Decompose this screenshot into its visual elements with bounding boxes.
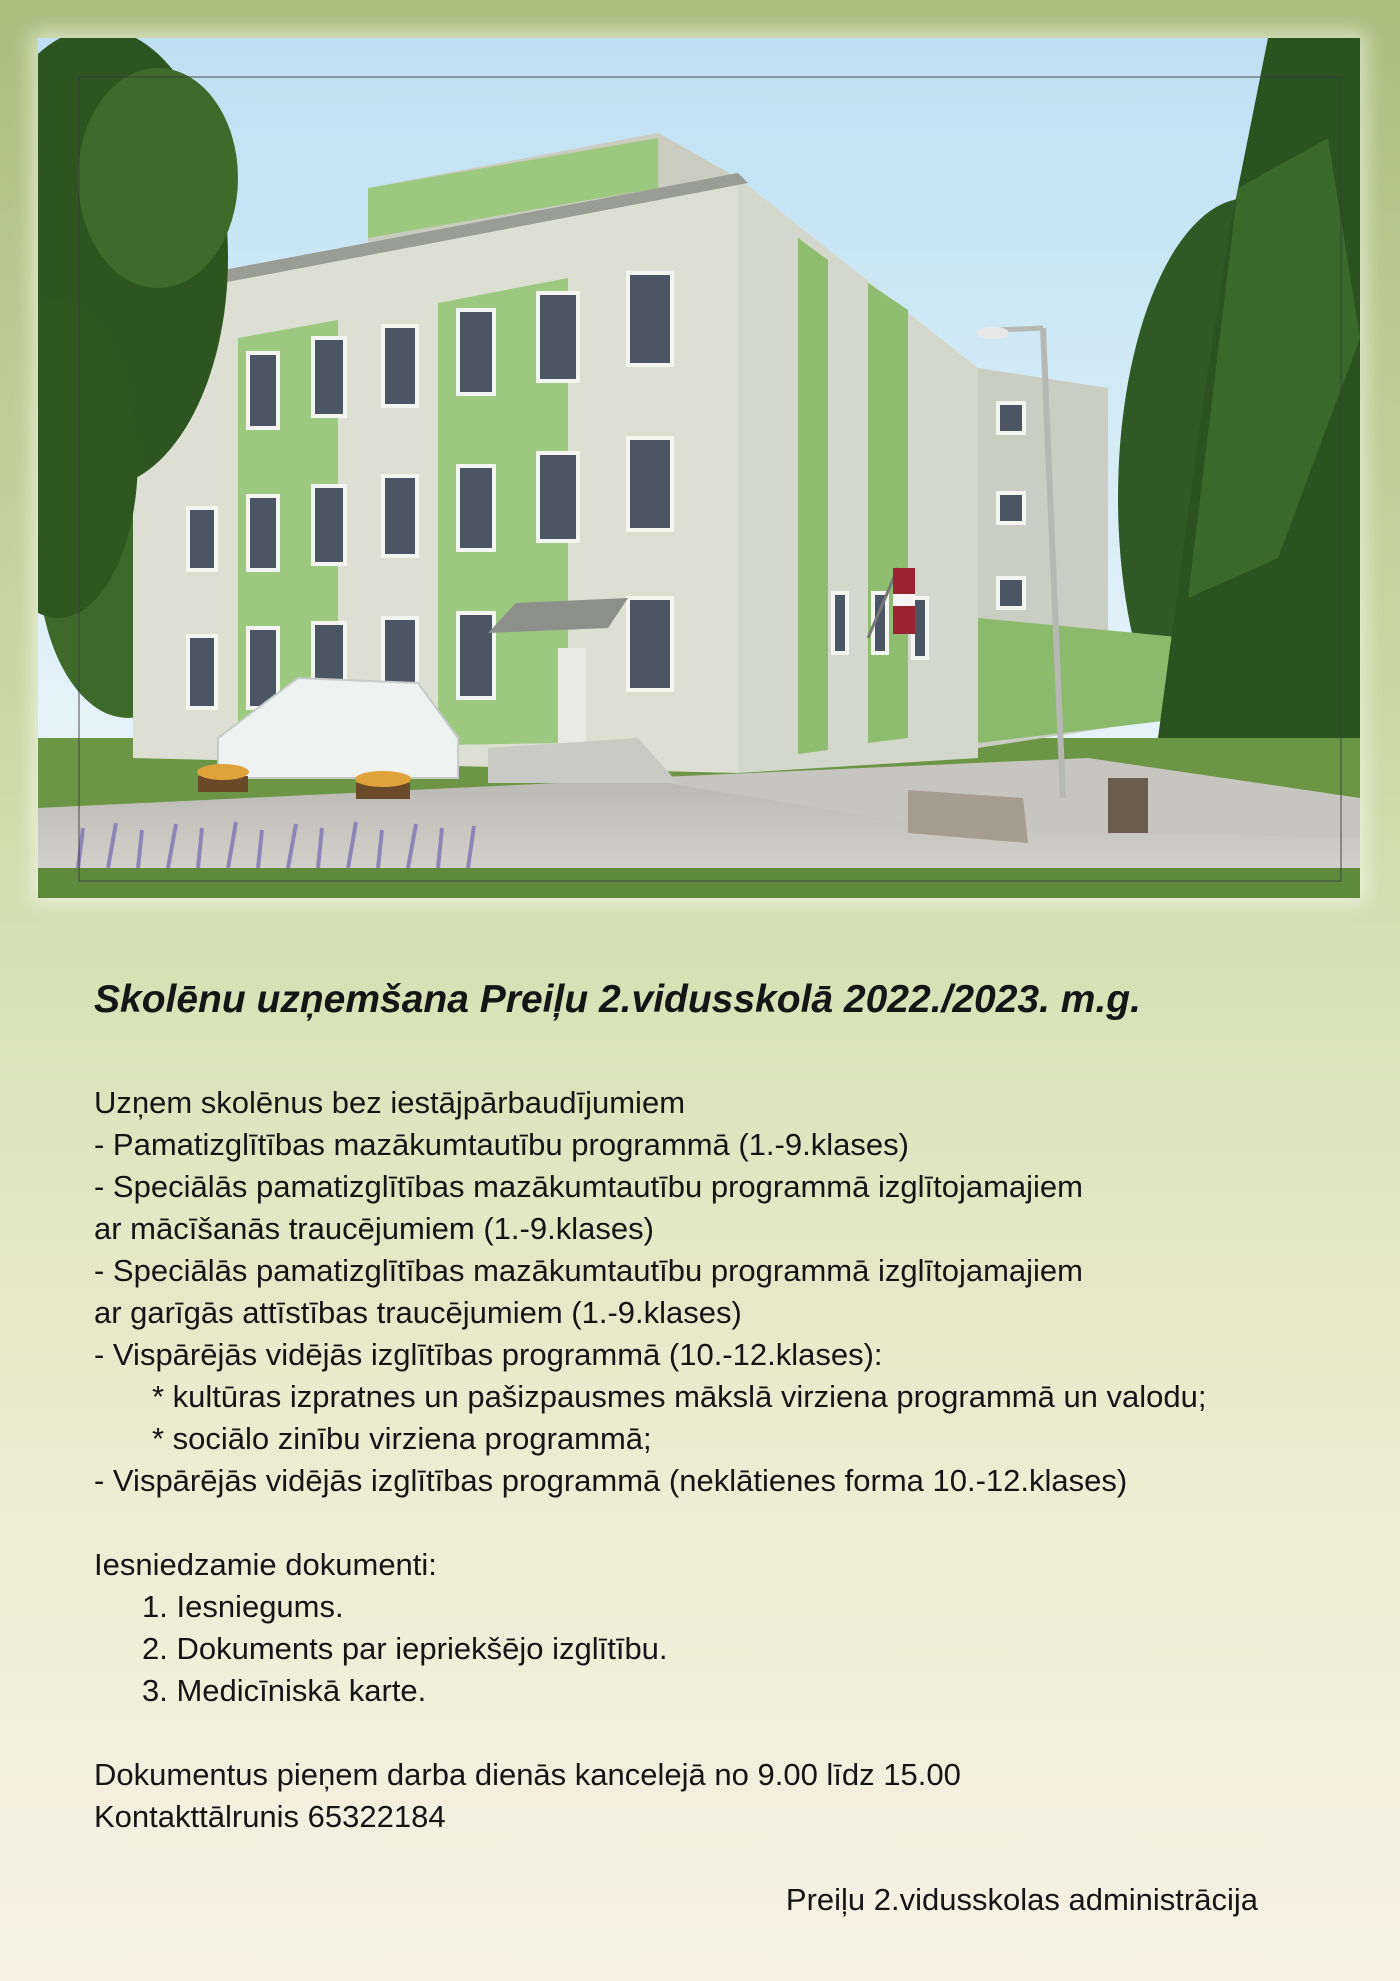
document-item: 3. Medicīniskā karte. bbox=[142, 1673, 427, 1708]
document-item: 1. Iesniegums. bbox=[142, 1589, 344, 1624]
page-title: Skolēnu uzņemšana Preiļu 2.vidusskolā 2022./2023. m.g. bbox=[94, 978, 1141, 1021]
program-item: - Vispārējās vidējās izglītības programmā (10.-12.klases): bbox=[94, 1337, 883, 1372]
program-item-continued: ar mācīšanās traucējumiem (1.-9.klases) bbox=[94, 1211, 654, 1246]
office-hours: Dokumentus pieņem darba dienās kancelejā no 9.00 līdz 15.00 bbox=[94, 1757, 961, 1792]
spacer bbox=[94, 1502, 1364, 1544]
sub-program-item: * sociālo zinību virziena programmā; bbox=[152, 1421, 652, 1456]
sub-program-item: * kultūras izpratnes un pašizpausmes mākslā virziena programmā un valodu; bbox=[152, 1379, 1207, 1414]
announcement-body bbox=[94, 1082, 1364, 1838]
school-building-photo bbox=[38, 38, 1360, 898]
program-item: - Speciālās pamatizglītības mazākumtautību programmā izglītojamajiem bbox=[94, 1253, 1083, 1288]
signature: Preiļu 2.vidusskolas administrācija bbox=[785, 1882, 1258, 1917]
program-item: - Vispārējās vidējās izglītības programmā (neklātienes forma 10.-12.klases) bbox=[94, 1463, 1128, 1498]
program-item-continued: ar garīgās attīstības traucējumiem (1.-9.klases) bbox=[94, 1295, 742, 1330]
program-item: - Pamatizglītības mazākumtautību programmā (1.-9.klases) bbox=[94, 1127, 909, 1162]
program-item: - Speciālās pamatizglītības mazākumtautību programmā izglītojamajiem bbox=[94, 1169, 1083, 1204]
intro-text: Uzņem skolēnus bez iestājpārbaudījumiem bbox=[94, 1085, 686, 1120]
document-item: 2. Dokuments par iepriekšējo izglītību. bbox=[142, 1631, 668, 1666]
spacer bbox=[94, 1712, 1364, 1754]
documents-heading: Iesniedzamie dokumenti: bbox=[94, 1547, 437, 1582]
contact-phone: Kontakttālrunis 65322184 bbox=[94, 1799, 446, 1834]
